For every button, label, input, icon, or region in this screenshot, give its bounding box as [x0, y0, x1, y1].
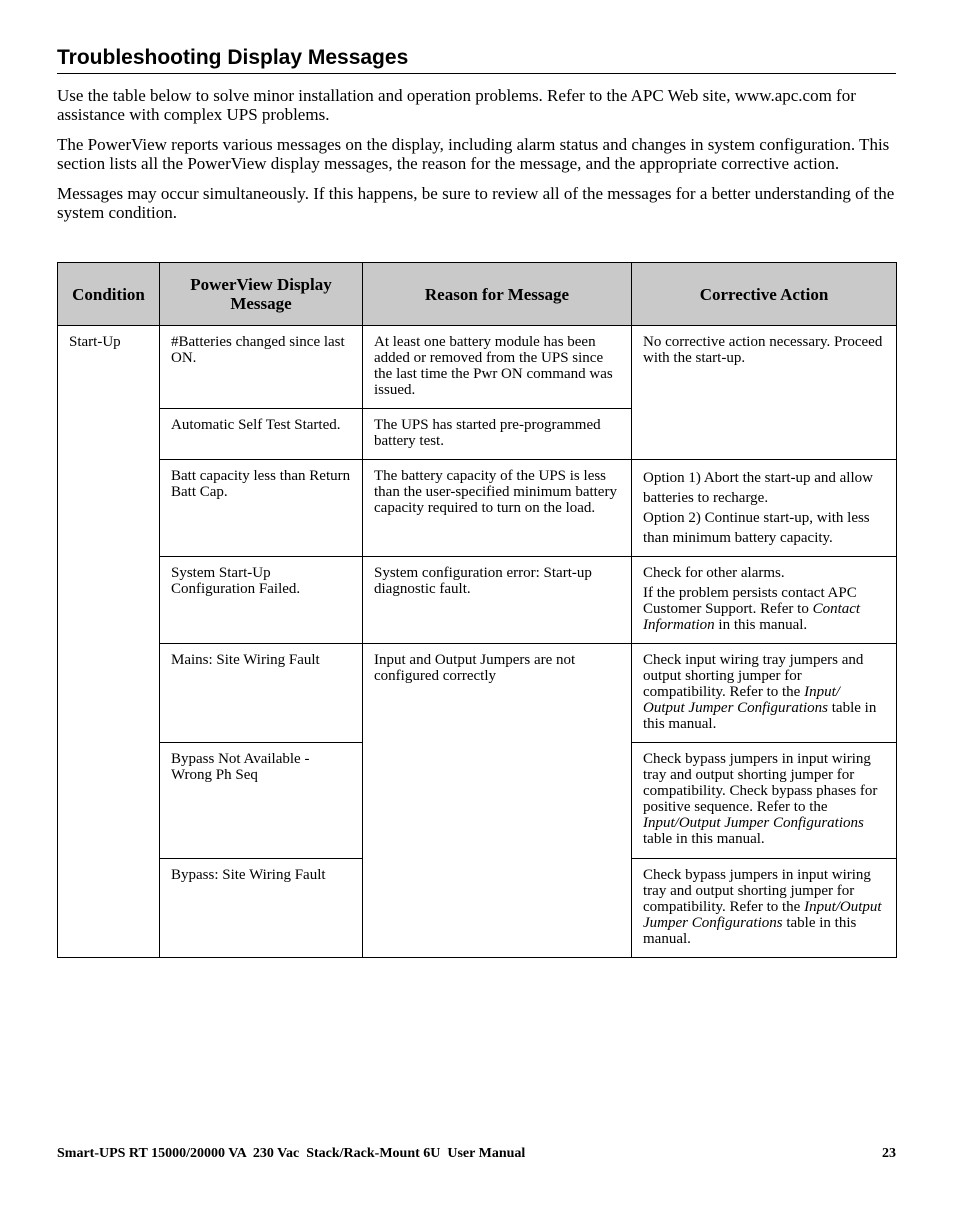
- troubleshooting-table: [57, 262, 897, 958]
- header-condition: Condition: [58, 263, 160, 326]
- reason-cell: System configuration error: Start-up diagnostic fault.: [363, 557, 632, 644]
- cross-reference: Contact Information: [643, 601, 861, 633]
- reason-cell: At least one battery module has been added or removed from the UPS since the last time the Pwr ON command was issued.: [363, 326, 632, 409]
- table-header-row: [58, 263, 897, 326]
- message-cell: Bypass: Site Wiring Fault: [160, 859, 363, 958]
- action-text-part: Check bypass jumpers in input wiring tray and output shorting jumper for compatibility. Refer to the: [643, 867, 871, 915]
- action-cell: No corrective action necessary. Proceed with the start-up.: [632, 326, 897, 460]
- header-corrective-action: Corrective Action: [632, 263, 897, 326]
- manual-title: Smart-UPS RT 15000/20000 VA 230 Vac Stack/Rack-Mount 6U User Manual: [57, 1146, 526, 1161]
- table-row: [58, 326, 897, 409]
- cross-reference: Input/Output Jumper Configurations: [643, 815, 864, 831]
- action-text-part: table in this manual.: [643, 700, 877, 732]
- reason-cell: The UPS has started pre-programmed battery test.: [363, 409, 632, 460]
- table-row: [58, 557, 897, 644]
- table-row: [58, 460, 897, 557]
- action-text-part: table in this manual.: [643, 831, 765, 847]
- intro-paragraph: The PowerView reports various messages on the display, including alarm status and changes in system configuration. This section lists all the PowerView display messages, the reason for the message, and the appropriate corrective action.: [57, 135, 890, 173]
- condition-cell: Start-Up: [58, 326, 160, 958]
- header-display-message: PowerView Display Message: [160, 263, 363, 326]
- reason-cell: Input and Output Jumpers are not configured correctly: [363, 644, 632, 958]
- intro-text: [57, 86, 896, 233]
- message-cell: Mains: Site Wiring Fault: [160, 644, 363, 743]
- message-cell: #Batteries changed since last ON.: [160, 326, 363, 409]
- action-option: Option 1) Abort the start-up and allow batteries to recharge.: [643, 470, 873, 506]
- intro-paragraph: Use the table below to solve minor installation and operation problems. Refer to the APC Web site, www.apc.com for assistance with complex UPS problems.: [57, 86, 856, 124]
- action-text-part: table in this manual.: [643, 915, 857, 947]
- page-footer: [57, 1146, 896, 1162]
- message-cell: Automatic Self Test Started.: [160, 409, 363, 460]
- message-cell: Bypass Not Available - Wrong Ph Seq: [160, 743, 363, 859]
- reason-cell: The battery capacity of the UPS is less than the user-specified minimum battery capacity required to turn on the load.: [363, 460, 632, 557]
- action-cell: [632, 644, 897, 743]
- action-text-part: Check input wiring tray jumpers and output shorting jumper for compatibility. Refer to the: [643, 652, 864, 700]
- action-option: Option 2) Continue start-up, with less than minimum battery capacity.: [643, 510, 870, 546]
- action-text-part: Check bypass jumpers in input wiring tray and output shorting jumper for compatibility. Check bypass phases for positive sequence. Refer to the: [643, 751, 878, 815]
- action-text-part: If the problem persists contact APC Customer Support. Refer to: [643, 585, 857, 617]
- action-text-part: in this manual.: [714, 617, 808, 633]
- manual-page: [57, 0, 896, 1227]
- action-cell: [632, 859, 897, 958]
- intro-paragraph: Messages may occur simultaneously. If this happens, be sure to review all of the messages for a better understanding of the system condition.: [57, 184, 895, 222]
- action-text: [643, 585, 885, 633]
- cross-reference: Input/Output Jumper Configurations: [643, 899, 882, 931]
- action-cell: [632, 743, 897, 859]
- header-reason: Reason for Message: [363, 263, 632, 326]
- table-row: [58, 644, 897, 743]
- page-title: Troubleshooting Display Messages: [57, 45, 896, 74]
- action-text: Check for other alarms.: [643, 565, 785, 581]
- action-cell: [632, 460, 897, 557]
- cross-reference: Input/ Output Jumper Configurations: [643, 684, 840, 716]
- page-number: 23: [882, 1146, 896, 1161]
- message-cell: System Start-Up Configuration Failed.: [160, 557, 363, 644]
- action-cell: [632, 557, 897, 644]
- message-cell: Batt capacity less than Return Batt Cap.: [160, 460, 363, 557]
